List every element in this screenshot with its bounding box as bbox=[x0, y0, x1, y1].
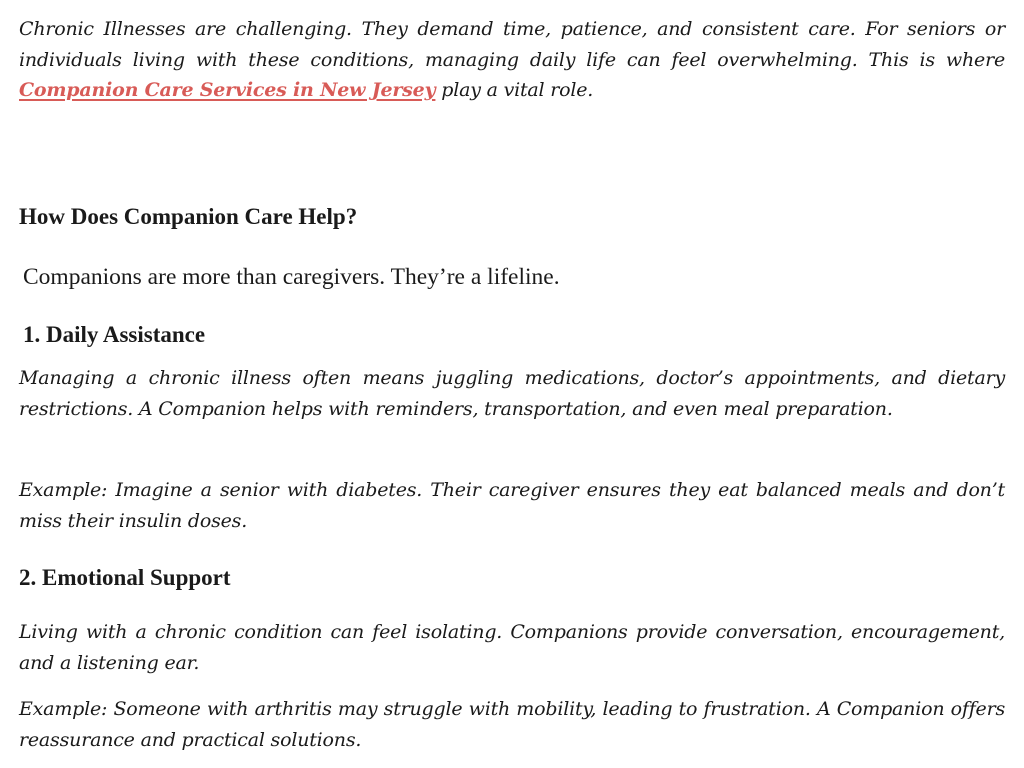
daily-assistance-paragraph: Managing a chronic illness often means juggling medications, doctor’s appointments, and dietary restrictions. A Companion helps with reminders, transportation, and even meal preparation. bbox=[19, 367, 1005, 420]
heading-daily-assistance: 1. Daily Assistance bbox=[23, 322, 206, 347]
intro-text-before-link: Chronic Illnesses are challenging. They demand time, patience, and consistent care. For seniors or individuals living with these conditions, managing daily life can feel overwhelming. This is where bbox=[19, 18, 1005, 71]
companion-care-link[interactable]: Companion Care Services in New Jersey bbox=[19, 79, 436, 101]
emotional-support-paragraph: Living with a chronic condition can feel isolating. Companions provide conversation, encouragement, and a listening ear. bbox=[19, 621, 1005, 674]
heading-how-does-companion-care-help: How Does Companion Care Help? bbox=[19, 204, 358, 229]
lead-paragraph: Companions are more than caregivers. They’re a lifeline. bbox=[23, 264, 560, 290]
emotional-support-example: Example: Someone with arthritis may struggle with mobility, leading to frustration. A Companion offers reassurance and practical solutions. bbox=[19, 698, 1005, 751]
intro-text-after-link: play a vital role. bbox=[435, 79, 594, 101]
daily-assistance-example: Example: Imagine a senior with diabetes. Their caregiver ensures they eat balanced meals and don’t miss their insulin doses. bbox=[19, 479, 1005, 532]
heading-emotional-support: 2. Emotional Support bbox=[19, 565, 231, 590]
intro-paragraph bbox=[19, 14, 1005, 106]
